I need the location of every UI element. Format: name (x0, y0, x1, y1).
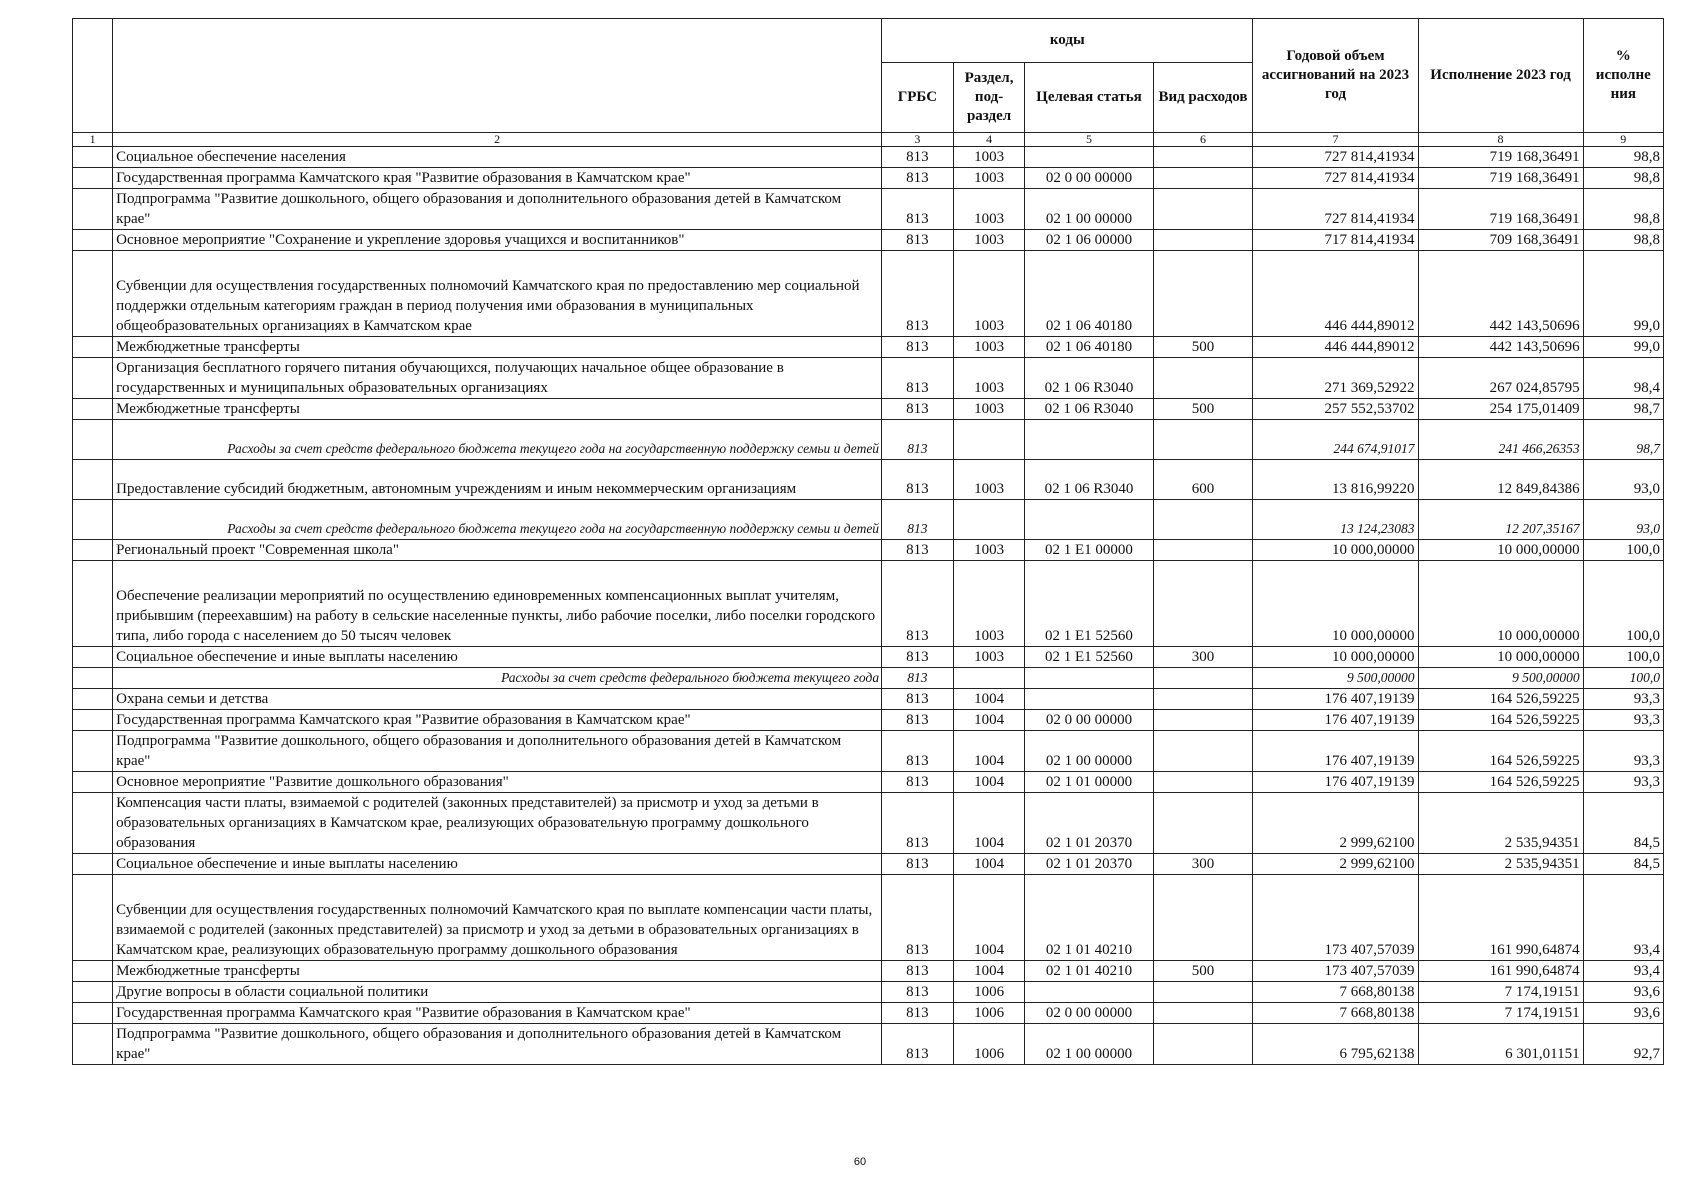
row-exec-cell: 164 526,59225 (1418, 710, 1583, 731)
row-name-cell: Межбюджетные трансферты (113, 399, 882, 420)
row-index-cell (73, 961, 113, 982)
row-grbs-cell: 813 (882, 168, 954, 189)
row-kind-cell: 600 (1153, 460, 1253, 500)
row-target-cell: 02 1 E1 52560 (1025, 647, 1153, 668)
row-kind-cell: 500 (1153, 337, 1253, 358)
row-name-cell: Охрана семьи и детства (113, 689, 882, 710)
column-number-cell: 1 (73, 133, 113, 147)
row-grbs-cell: 813 (882, 793, 954, 854)
row-kind-cell (1153, 731, 1253, 772)
row-target-cell: 02 1 01 40210 (1025, 961, 1153, 982)
row-percent-cell: 93,4 (1583, 875, 1663, 961)
row-exec-cell: 7 174,19151 (1418, 982, 1583, 1003)
row-annual-cell: 176 407,19139 (1253, 731, 1418, 772)
row-grbs-cell: 813 (882, 668, 954, 689)
row-target-cell: 02 1 06 R3040 (1025, 460, 1153, 500)
row-percent-cell: 100,0 (1583, 540, 1663, 561)
row-annual-cell: 10 000,00000 (1253, 561, 1418, 647)
row-exec-cell: 10 000,00000 (1418, 647, 1583, 668)
row-section-cell (953, 420, 1025, 460)
row-section-cell: 1004 (953, 710, 1025, 731)
row-percent-cell: 100,0 (1583, 561, 1663, 647)
table-row (73, 710, 1664, 731)
row-name-cell: Межбюджетные трансферты (113, 961, 882, 982)
row-kind-cell (1153, 982, 1253, 1003)
row-annual-cell: 727 814,41934 (1253, 147, 1418, 168)
row-index-cell (73, 710, 113, 731)
row-annual-cell: 727 814,41934 (1253, 168, 1418, 189)
row-target-cell: 02 0 00 00000 (1025, 1003, 1153, 1024)
row-exec-cell: 12 207,35167 (1418, 500, 1583, 540)
row-name-cell: Межбюджетные трансферты (113, 337, 882, 358)
row-exec-cell: 2 535,94351 (1418, 854, 1583, 875)
row-exec-cell: 10 000,00000 (1418, 561, 1583, 647)
row-kind-cell (1153, 561, 1253, 647)
row-grbs-cell: 813 (882, 854, 954, 875)
row-grbs-cell: 813 (882, 772, 954, 793)
row-target-cell: 02 1 06 R3040 (1025, 358, 1153, 399)
header-percent: % исполне ния (1583, 19, 1663, 133)
row-section-cell: 1006 (953, 1024, 1025, 1065)
row-kind-cell (1153, 540, 1253, 561)
table-row (73, 689, 1664, 710)
row-exec-cell: 719 168,36491 (1418, 168, 1583, 189)
row-index-cell (73, 460, 113, 500)
row-exec-cell: 7 174,19151 (1418, 1003, 1583, 1024)
row-kind-cell: 300 (1153, 647, 1253, 668)
column-number-cell: 2 (113, 133, 882, 147)
row-name-cell: Социальное обеспечение населения (113, 147, 882, 168)
row-target-cell: 02 1 01 40210 (1025, 875, 1153, 961)
row-grbs-cell: 813 (882, 961, 954, 982)
row-target-cell (1025, 668, 1153, 689)
header-target: Целевая статья (1025, 63, 1153, 133)
row-annual-cell: 7 668,80138 (1253, 1003, 1418, 1024)
row-kind-cell (1153, 358, 1253, 399)
row-percent-cell: 98,8 (1583, 147, 1663, 168)
row-grbs-cell: 813 (882, 710, 954, 731)
column-number-cell: 4 (953, 133, 1025, 147)
row-index-cell (73, 1003, 113, 1024)
row-grbs-cell: 813 (882, 500, 954, 540)
row-section-cell: 1003 (953, 460, 1025, 500)
row-exec-cell: 12 849,84386 (1418, 460, 1583, 500)
row-index-cell (73, 772, 113, 793)
row-section-cell: 1003 (953, 358, 1025, 399)
row-section-cell (953, 500, 1025, 540)
row-grbs-cell: 813 (882, 540, 954, 561)
row-target-cell (1025, 982, 1153, 1003)
row-index-cell (73, 420, 113, 460)
row-grbs-cell: 813 (882, 337, 954, 358)
row-section-cell: 1003 (953, 399, 1025, 420)
row-annual-cell: 446 444,89012 (1253, 337, 1418, 358)
row-name-cell: Обеспечение реализации мероприятий по осуществлению единовременных компенсационных выплат учителям, прибывшим (переехавшим) на работу в сельские населенные пункты, либо рабочие поселки, либо поселки городского типа, либо города с населением до 50 тысяч человек (113, 561, 882, 647)
table-row (73, 189, 1664, 230)
row-target-cell: 02 1 06 R3040 (1025, 399, 1153, 420)
column-number-cell: 8 (1418, 133, 1583, 147)
row-exec-cell: 6 301,01151 (1418, 1024, 1583, 1065)
row-annual-cell: 176 407,19139 (1253, 772, 1418, 793)
row-section-cell: 1004 (953, 689, 1025, 710)
header-execution: Исполнение 2023 год (1418, 19, 1583, 133)
row-percent-cell: 98,7 (1583, 420, 1663, 460)
row-name-cell: Социальное обеспечение и иные выплаты населению (113, 854, 882, 875)
row-target-cell: 02 1 06 00000 (1025, 230, 1153, 251)
table-row (73, 540, 1664, 561)
header-blank-num (73, 19, 113, 133)
header-annual: Годовой объем ассигнований на 2023 год (1253, 19, 1418, 133)
row-grbs-cell: 813 (882, 561, 954, 647)
row-section-cell: 1004 (953, 793, 1025, 854)
row-index-cell (73, 647, 113, 668)
row-exec-cell: 164 526,59225 (1418, 772, 1583, 793)
table-row (73, 875, 1664, 961)
table-row (73, 337, 1664, 358)
row-name-cell: Субвенции для осуществления государственных полномочий Камчатского края по предоставлению мер социальной поддержки отдельным категориям граждан в период получения ими образования в муниципальных общеобразовательных организациях в Камчатском крае (113, 251, 882, 337)
row-name-cell: Другие вопросы в области социальной политики (113, 982, 882, 1003)
row-annual-cell: 176 407,19139 (1253, 710, 1418, 731)
row-section-cell: 1003 (953, 251, 1025, 337)
row-section-cell: 1003 (953, 337, 1025, 358)
row-exec-cell: 2 535,94351 (1418, 793, 1583, 854)
row-percent-cell: 98,8 (1583, 189, 1663, 230)
row-exec-cell: 161 990,64874 (1418, 961, 1583, 982)
row-annual-cell: 10 000,00000 (1253, 540, 1418, 561)
table-row (73, 731, 1664, 772)
row-index-cell (73, 731, 113, 772)
table-row (73, 854, 1664, 875)
row-section-cell: 1004 (953, 731, 1025, 772)
row-annual-cell: 446 444,89012 (1253, 251, 1418, 337)
row-kind-cell (1153, 689, 1253, 710)
row-target-cell: 02 1 01 00000 (1025, 772, 1153, 793)
row-kind-cell (1153, 420, 1253, 460)
row-annual-cell: 717 814,41934 (1253, 230, 1418, 251)
row-target-cell (1025, 500, 1153, 540)
table-row (73, 961, 1664, 982)
table-row (73, 251, 1664, 337)
row-section-cell: 1003 (953, 230, 1025, 251)
row-percent-cell: 84,5 (1583, 854, 1663, 875)
row-index-cell (73, 251, 113, 337)
row-kind-cell (1153, 230, 1253, 251)
row-index-cell (73, 399, 113, 420)
row-section-cell: 1003 (953, 561, 1025, 647)
row-target-cell: 02 0 00 00000 (1025, 168, 1153, 189)
row-percent-cell: 100,0 (1583, 647, 1663, 668)
row-section-cell: 1003 (953, 189, 1025, 230)
row-section-cell: 1003 (953, 168, 1025, 189)
row-annual-cell: 2 999,62100 (1253, 793, 1418, 854)
table-row (73, 772, 1664, 793)
row-index-cell (73, 168, 113, 189)
row-percent-cell: 93,3 (1583, 710, 1663, 731)
row-percent-cell: 93,3 (1583, 689, 1663, 710)
row-section-cell: 1003 (953, 540, 1025, 561)
row-name-cell: Субвенции для осуществления государственных полномочий Камчатского края по выплате компенсации части платы, взимаемой с родителей (законных представителей) за присмотр и уход за детьми в образовательных организациях в Камчатском крае, реализующих образовательную программу дошкольного образования (113, 875, 882, 961)
row-annual-cell: 6 795,62138 (1253, 1024, 1418, 1065)
header-kind: Вид расходов (1153, 63, 1253, 133)
row-percent-cell: 98,8 (1583, 168, 1663, 189)
column-number-row (73, 133, 1664, 147)
row-index-cell (73, 668, 113, 689)
row-index-cell (73, 793, 113, 854)
row-percent-cell: 93,0 (1583, 460, 1663, 500)
row-section-cell: 1003 (953, 647, 1025, 668)
row-exec-cell: 9 500,00000 (1418, 668, 1583, 689)
row-grbs-cell: 813 (882, 147, 954, 168)
row-index-cell (73, 500, 113, 540)
row-index-cell (73, 982, 113, 1003)
table-row (73, 399, 1664, 420)
table-row (73, 420, 1664, 460)
row-annual-cell: 13 816,99220 (1253, 460, 1418, 500)
row-section-cell: 1004 (953, 961, 1025, 982)
row-grbs-cell: 813 (882, 647, 954, 668)
header-grbs: ГРБС (882, 63, 954, 133)
row-percent-cell: 98,4 (1583, 358, 1663, 399)
row-kind-cell: 300 (1153, 854, 1253, 875)
row-exec-cell: 161 990,64874 (1418, 875, 1583, 961)
row-percent-cell: 93,0 (1583, 500, 1663, 540)
row-annual-cell: 9 500,00000 (1253, 668, 1418, 689)
budget-table (72, 18, 1664, 1065)
row-kind-cell (1153, 251, 1253, 337)
row-name-cell: Подпрограмма "Развитие дошкольного, общего образования и дополнительного образования детей в Камчатском крае" (113, 731, 882, 772)
table-row (73, 561, 1664, 647)
column-number-cell: 5 (1025, 133, 1153, 147)
row-name-cell: Региональный проект "Современная школа" (113, 540, 882, 561)
row-section-cell: 1004 (953, 875, 1025, 961)
row-index-cell (73, 189, 113, 230)
table-header (73, 19, 1664, 147)
row-percent-cell: 93,3 (1583, 731, 1663, 772)
table-row (73, 793, 1664, 854)
row-target-cell (1025, 147, 1153, 168)
row-annual-cell: 257 552,53702 (1253, 399, 1418, 420)
table-row (73, 1003, 1664, 1024)
row-annual-cell: 271 369,52922 (1253, 358, 1418, 399)
row-section-cell: 1006 (953, 1003, 1025, 1024)
row-name-cell: Социальное обеспечение и иные выплаты населению (113, 647, 882, 668)
row-section-cell: 1004 (953, 772, 1025, 793)
row-name-cell: Компенсация части платы, взимаемой с родителей (законных представителей) за присмотр и уход за детьми в образовательных организациях в Камчатском крае, реализующих образовательную программу дошкольного образования (113, 793, 882, 854)
row-target-cell: 02 1 01 20370 (1025, 854, 1153, 875)
row-name-cell: Основное мероприятие "Сохранение и укрепление здоровья учащихся и воспитанников" (113, 230, 882, 251)
row-index-cell (73, 358, 113, 399)
row-grbs-cell: 813 (882, 399, 954, 420)
row-grbs-cell: 813 (882, 230, 954, 251)
row-annual-cell: 13 124,23083 (1253, 500, 1418, 540)
header-blank-name (113, 19, 882, 133)
row-index-cell (73, 540, 113, 561)
row-index-cell (73, 689, 113, 710)
row-percent-cell: 93,4 (1583, 961, 1663, 982)
table-row (73, 647, 1664, 668)
row-exec-cell: 164 526,59225 (1418, 689, 1583, 710)
table-row (73, 460, 1664, 500)
table-row (73, 1024, 1664, 1065)
column-number-cell: 3 (882, 133, 954, 147)
row-exec-cell: 719 168,36491 (1418, 147, 1583, 168)
row-percent-cell: 98,8 (1583, 230, 1663, 251)
row-kind-cell (1153, 147, 1253, 168)
row-target-cell: 02 1 E1 00000 (1025, 540, 1153, 561)
row-name-cell: Государственная программа Камчатского края "Развитие образования в Камчатском крае" (113, 168, 882, 189)
row-name-cell: Государственная программа Камчатского края "Развитие образования в Камчатском крае" (113, 1003, 882, 1024)
row-annual-cell: 173 407,57039 (1253, 961, 1418, 982)
row-grbs-cell: 813 (882, 358, 954, 399)
row-target-cell: 02 1 00 00000 (1025, 731, 1153, 772)
row-kind-cell (1153, 793, 1253, 854)
row-exec-cell: 241 466,26353 (1418, 420, 1583, 460)
row-kind-cell (1153, 1003, 1253, 1024)
row-grbs-cell: 813 (882, 420, 954, 460)
row-target-cell (1025, 420, 1153, 460)
row-percent-cell: 99,0 (1583, 251, 1663, 337)
row-target-cell: 02 1 00 00000 (1025, 189, 1153, 230)
row-grbs-cell: 813 (882, 982, 954, 1003)
row-percent-cell: 93,3 (1583, 772, 1663, 793)
row-name-cell: Предоставление субсидий бюджетным, автономным учреждениям и иным некоммерческим организациям (113, 460, 882, 500)
table-row (73, 168, 1664, 189)
row-index-cell (73, 337, 113, 358)
row-exec-cell: 442 143,50696 (1418, 251, 1583, 337)
row-name-cell: Расходы за счет средств федерального бюджета текущего года на государственную поддержку семьи и детей (113, 500, 882, 540)
row-annual-cell: 176 407,19139 (1253, 689, 1418, 710)
row-grbs-cell: 813 (882, 731, 954, 772)
row-section-cell (953, 668, 1025, 689)
table-row (73, 500, 1664, 540)
row-exec-cell: 719 168,36491 (1418, 189, 1583, 230)
row-annual-cell: 173 407,57039 (1253, 875, 1418, 961)
row-section-cell: 1004 (953, 854, 1025, 875)
row-percent-cell: 92,7 (1583, 1024, 1663, 1065)
page-number: 60 (853, 1156, 867, 1168)
header-codes: коды (882, 19, 1253, 63)
table-row (73, 358, 1664, 399)
row-name-cell: Основное мероприятие "Развитие дошкольного образования" (113, 772, 882, 793)
row-index-cell (73, 875, 113, 961)
row-name-cell: Подпрограмма "Развитие дошкольного, общего образования и дополнительного образования детей в Камчатском крае" (113, 189, 882, 230)
row-index-cell (73, 230, 113, 251)
row-index-cell (73, 561, 113, 647)
row-annual-cell: 7 668,80138 (1253, 982, 1418, 1003)
row-kind-cell (1153, 668, 1253, 689)
row-annual-cell: 2 999,62100 (1253, 854, 1418, 875)
row-annual-cell: 10 000,00000 (1253, 647, 1418, 668)
row-exec-cell: 442 143,50696 (1418, 337, 1583, 358)
row-grbs-cell: 813 (882, 189, 954, 230)
row-exec-cell: 10 000,00000 (1418, 540, 1583, 561)
row-grbs-cell: 813 (882, 875, 954, 961)
row-section-cell: 1006 (953, 982, 1025, 1003)
row-name-cell: Государственная программа Камчатского края "Развитие образования в Камчатском крае" (113, 710, 882, 731)
row-percent-cell: 93,6 (1583, 1003, 1663, 1024)
row-exec-cell: 267 024,85795 (1418, 358, 1583, 399)
row-target-cell: 02 1 06 40180 (1025, 251, 1153, 337)
row-name-cell: Расходы за счет средств федерального бюджета текущего года на государственную поддержку семьи и детей (113, 420, 882, 460)
row-index-cell (73, 147, 113, 168)
table-row (73, 230, 1664, 251)
header-section: Раздел, под-раздел (953, 63, 1025, 133)
row-percent-cell: 100,0 (1583, 668, 1663, 689)
row-target-cell (1025, 689, 1153, 710)
row-percent-cell: 99,0 (1583, 337, 1663, 358)
column-number-cell: 9 (1583, 133, 1663, 147)
row-exec-cell: 709 168,36491 (1418, 230, 1583, 251)
row-percent-cell: 84,5 (1583, 793, 1663, 854)
row-kind-cell: 500 (1153, 399, 1253, 420)
row-index-cell (73, 854, 113, 875)
row-grbs-cell: 813 (882, 251, 954, 337)
row-grbs-cell: 813 (882, 460, 954, 500)
row-name-cell: Организация бесплатного горячего питания обучающихся, получающих начальное общее образование в государственных и муниципальных образовательных организациях (113, 358, 882, 399)
row-annual-cell: 727 814,41934 (1253, 189, 1418, 230)
row-grbs-cell: 813 (882, 1024, 954, 1065)
row-target-cell: 02 1 01 20370 (1025, 793, 1153, 854)
row-kind-cell: 500 (1153, 961, 1253, 982)
row-target-cell: 02 1 00 00000 (1025, 1024, 1153, 1065)
row-target-cell: 02 1 06 40180 (1025, 337, 1153, 358)
row-section-cell: 1003 (953, 147, 1025, 168)
row-percent-cell: 93,6 (1583, 982, 1663, 1003)
table-row (73, 147, 1664, 168)
row-kind-cell (1153, 875, 1253, 961)
table-row (73, 668, 1664, 689)
row-name-cell: Расходы за счет средств федерального бюджета текущего года (113, 668, 882, 689)
row-target-cell: 02 1 E1 52560 (1025, 561, 1153, 647)
row-kind-cell (1153, 189, 1253, 230)
column-number-cell: 7 (1253, 133, 1418, 147)
row-kind-cell (1153, 168, 1253, 189)
row-kind-cell (1153, 500, 1253, 540)
row-grbs-cell: 813 (882, 689, 954, 710)
row-annual-cell: 244 674,91017 (1253, 420, 1418, 460)
row-exec-cell: 164 526,59225 (1418, 731, 1583, 772)
row-kind-cell (1153, 710, 1253, 731)
table-body (73, 147, 1664, 1065)
row-name-cell: Подпрограмма "Развитие дошкольного, общего образования и дополнительного образования детей в Камчатском крае" (113, 1024, 882, 1065)
row-percent-cell: 98,7 (1583, 399, 1663, 420)
row-grbs-cell: 813 (882, 1003, 954, 1024)
row-index-cell (73, 1024, 113, 1065)
row-target-cell: 02 0 00 00000 (1025, 710, 1153, 731)
row-kind-cell (1153, 1024, 1253, 1065)
table-row (73, 982, 1664, 1003)
row-kind-cell (1153, 772, 1253, 793)
row-exec-cell: 254 175,01409 (1418, 399, 1583, 420)
column-number-cell: 6 (1153, 133, 1253, 147)
